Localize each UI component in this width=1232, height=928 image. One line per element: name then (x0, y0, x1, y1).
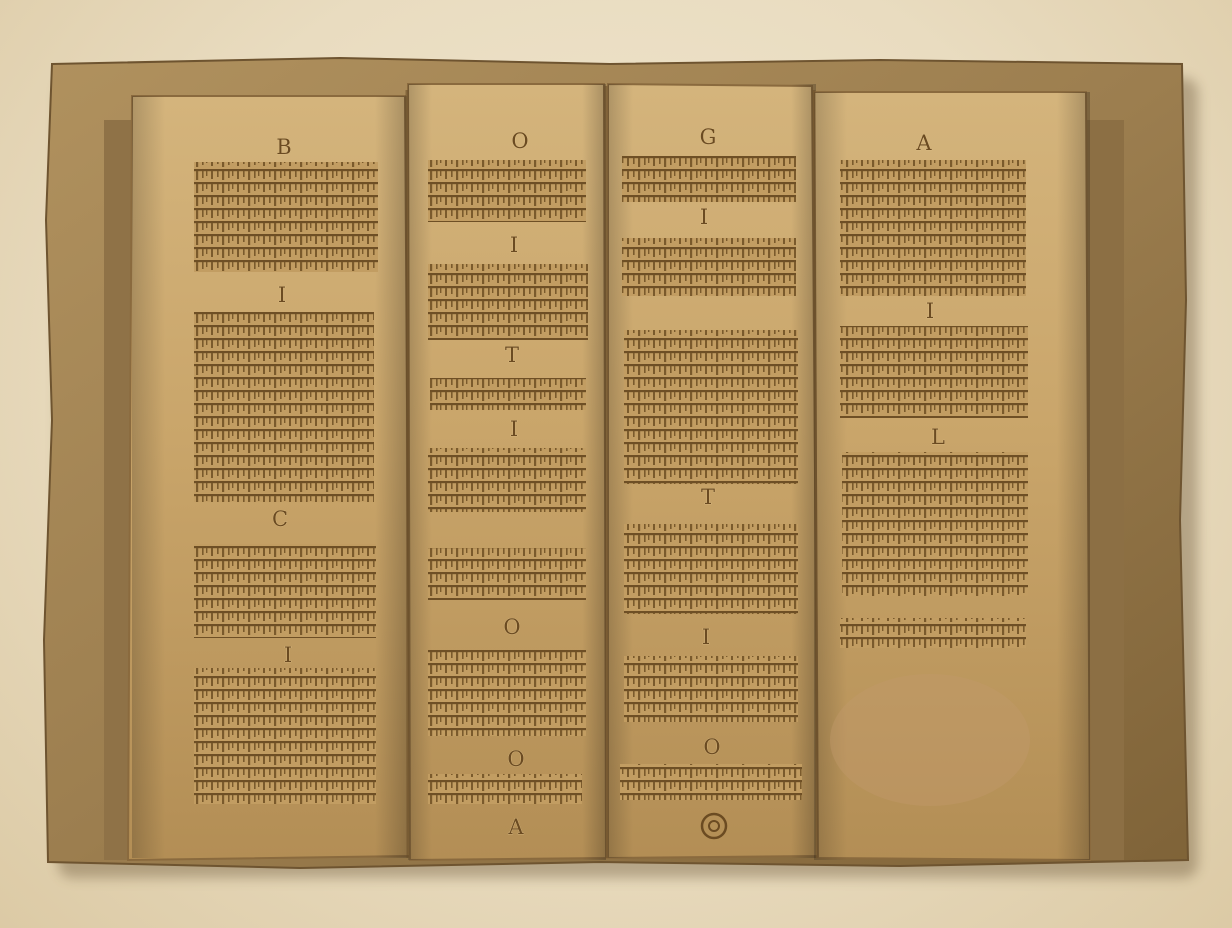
text-block (620, 764, 802, 800)
text-block (622, 156, 796, 202)
engraved-letter: O (503, 615, 521, 639)
text-block (840, 160, 1026, 296)
engraved-letter: B (276, 135, 292, 159)
text-block (428, 548, 586, 600)
engraved-letter: I (277, 283, 287, 307)
engraved-letter: I (925, 299, 935, 323)
text-block (624, 330, 798, 484)
panel-1 (128, 96, 410, 860)
text-block (194, 312, 374, 502)
panel-2 (408, 84, 606, 860)
text-block (430, 378, 586, 410)
text-block (840, 326, 1028, 418)
engraved-letter: I (701, 625, 711, 649)
engraved-letter: O (507, 747, 525, 771)
page-seam (407, 90, 408, 858)
text-block (194, 162, 378, 272)
engraved-letter: I (509, 233, 519, 257)
engraved-letter: T (700, 485, 716, 509)
panel-4 (814, 92, 1090, 860)
text-block (842, 452, 1028, 596)
text-block (624, 656, 798, 722)
text-block (840, 618, 1026, 648)
engraved-letter: L (931, 425, 945, 449)
engraved-letter: A (508, 815, 524, 839)
text-block (428, 160, 586, 222)
text-block (194, 544, 376, 638)
text-block (428, 264, 588, 340)
engraved-letter: A (916, 131, 932, 155)
text-block (428, 448, 586, 512)
page-seam (606, 86, 607, 858)
text-block (194, 668, 376, 804)
engraved-letter: I (509, 417, 519, 441)
engraved-letter: O (511, 129, 529, 153)
engraved-letter: I (699, 205, 709, 229)
text-block (622, 238, 796, 296)
text-block (428, 650, 586, 736)
engraved-letter: O (703, 735, 721, 759)
text-block (428, 774, 582, 804)
engraved-letter: I (283, 643, 293, 667)
worn-area (830, 674, 1030, 806)
text-block (624, 524, 798, 614)
engraved-letter: G (699, 125, 717, 149)
engraved-letter: T (504, 343, 520, 367)
engraved-letter: C (271, 507, 289, 531)
book-edge-right (1086, 120, 1124, 860)
